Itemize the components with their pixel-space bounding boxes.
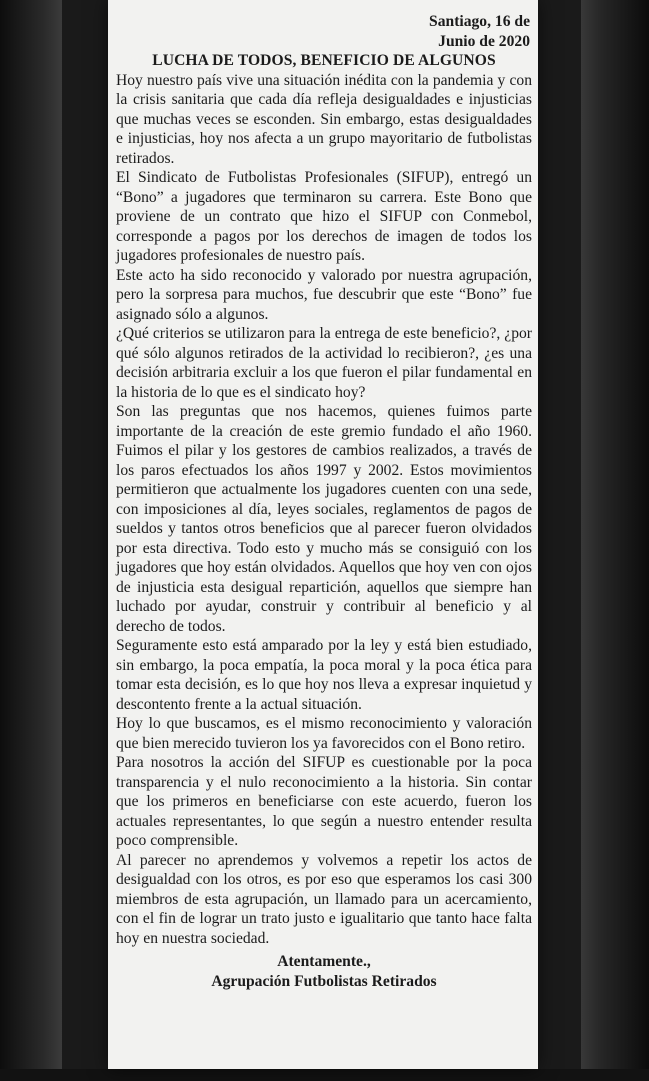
background-left-edge [0,0,62,1081]
paragraph-3: Este acto ha sido reconocido y valorado por nuestra agrupación, pero la sorpresa para muchos, fue descubrir que este “Bono” fue asignado sólo a algunos. [116,266,532,323]
date-line-1: Santiago, 16 de [429,13,530,30]
paragraph-8: Para nosotros la acción del SIFUP es cuestionable por la poca transparencia y el nulo reconocimiento a la historia. Sin contar que los primeros en beneficiarse con este acuerdo, fueron los actuales representantes, lo que según a nuestro entender resulta poco comprensible. [116,754,532,849]
background-right-edge [581,0,649,1081]
paragraph-2: El Sindicato de Futbolistas Profesionales (SIFUP), entregó un “Bono” a jugadores que terminaron su carrera. Este Bono que proviene de un contrato que hizo el SIFUP con Conmebol, corresponde a pagos por los derechos de imagen de todos los jugadores profesionales de nuestro país. [116,169,532,264]
closing-line: Atentamente., [277,953,371,970]
letter-body [116,12,532,991]
background-bottom-edge [0,1069,649,1081]
letter-title: LUCHA DE TODOS, BENEFICIO DE ALGUNOS [152,52,496,69]
paragraph-6: Seguramente esto está amparado por la ley y está bien estudiado, sin embargo, la poca empatía, la poca moral y la poca ética para tomar esta decisión, es lo que hoy nos lleva a expresar inquietud y descontento frente a la actual situación. [116,637,532,713]
paragraph-1: Hoy nuestro país vive una situación inédita con la pandemia y con la crisis sanitaria que cada día refleja desigualdades e injusticias que muchas veces se esconden. Sin embargo, estas desigualdades e injusticias, hoy nos afecta a un grupo mayoritario de futbolistas retirados. [116,71,532,167]
signature-line: Agrupación Futbolistas Retirados [211,972,437,990]
paragraph-4: ¿Qué criterios se utilizaron para la entrega de este beneficio?, ¿por qué sólo algunos retirados de la actividad lo recibieron?, ¿es una decisión arbitraria excluir a los que fueron el pilar fundamental en la historia de lo que es el sindicato hoy? [116,325,532,401]
paragraph-9: Al parecer no aprendemos y volvemos a repetir los actos de desigualdad con los otros, es por eso que esperamos los casi 300 miembros de esta agrupación, un llamado para un acercamiento, con el fin de lograr un trato justo e igualitario que tanto hace falta hoy en nuestra sociedad. [116,851,532,947]
paragraph-5: Son las preguntas que nos hacemos, quienes fuimos parte importante de la creación de este gremio fundado el año 1960. Fuimos el pilar y los gestores de cambios realizados, a través de los paros efectuados los años 1997 y 2002. Estos movimientos permitieron que actualmente los jugadores cuenten con una sede, con imposiciones al día, leyes sociales, reglamentos de pagos de sueldos y tantos otros beneficios que al parecer fueron olvidados por esta directiva. Todo esto y mucho más se consiguió con los jugadores que hoy están olvidados. Aquellos que hoy ven con ojos de injusticia esta desigual repartición, aquellos que siempre han luchado por ayudar, construir y contribuir al beneficio y al derecho de todos. [116,403,532,635]
paragraph-7: Hoy lo que buscamos, es el mismo reconocimiento y valoración que bien merecido tuvieron los ya favorecidos con el Bono retiro. [116,715,532,752]
date-line-2: Junio de 2020 [438,32,530,50]
